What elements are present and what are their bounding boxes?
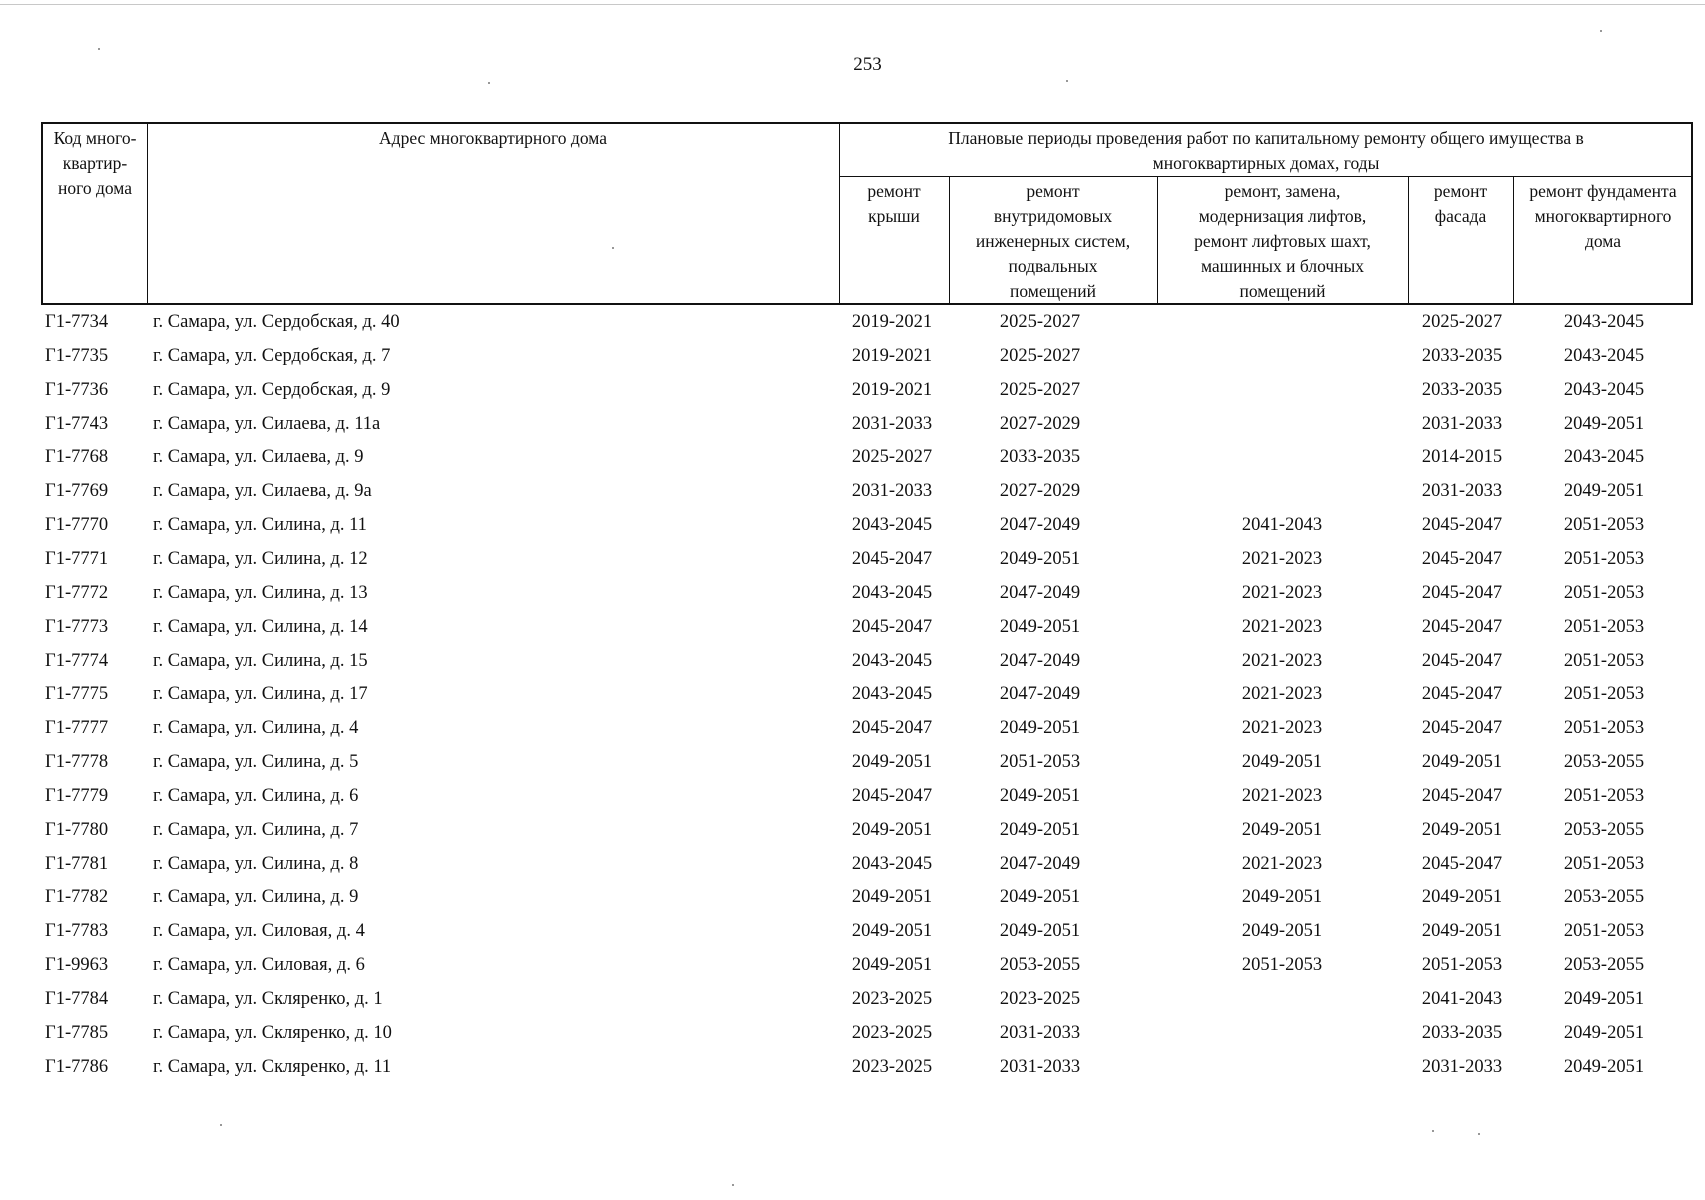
cell-facade: 2049-2051	[1421, 921, 1503, 942]
header-lifts: ремонт, замена, модернизация лифтов, ремонт лифтовых шахт, машинных и блочных помещений	[1194, 181, 1371, 301]
cell-facade: 2041-2043	[1421, 989, 1503, 1009]
table-row	[41, 610, 1693, 644]
cell-roof: 2043-2045	[851, 650, 933, 671]
cell-systems: 2031-2033	[999, 1056, 1081, 1077]
header-code: Код много- квартир- ного дома	[53, 128, 137, 198]
cell-roof: 2043-2045	[851, 515, 933, 536]
cell-address: г. Самара, ул. Силаева, д. 9а	[153, 481, 372, 502]
cell-systems: 2051-2053	[999, 752, 1081, 773]
scan-speck	[220, 1124, 222, 1126]
cell-roof: 2031-2033	[851, 481, 933, 502]
cell-systems: 2049-2051	[999, 887, 1081, 908]
cell-code: Г1-7782	[45, 887, 109, 908]
cell-systems: 2031-2033	[999, 1022, 1081, 1043]
cell-roof: 2049-2051	[851, 752, 933, 773]
cell-foundation: 2043-2045	[1563, 447, 1645, 468]
cell-facade: 2049-2051	[1421, 887, 1503, 908]
cell-roof: 2049-2051	[851, 819, 933, 840]
cell-lifts: 2021-2023	[1241, 684, 1323, 705]
cell-code: Г1-7780	[45, 819, 109, 840]
table-row	[41, 373, 1693, 407]
cell-facade: 2031-2033	[1421, 481, 1503, 502]
cell-roof: 2019-2021	[851, 345, 933, 366]
cell-address: г. Самара, ул. Силина, д. 15	[153, 650, 368, 671]
cell-facade: 2045-2047	[1421, 718, 1503, 739]
cell-roof: 2019-2021	[851, 379, 933, 400]
cell-address: г. Самара, ул. Силина, д. 6	[153, 785, 359, 806]
cell-facade: 2031-2033	[1421, 1056, 1503, 1077]
cell-roof: 2023-2025	[851, 989, 933, 1009]
cell-systems: 2047-2049	[999, 650, 1081, 671]
cell-lifts: 2049-2051	[1241, 819, 1323, 840]
cell-address: г. Самара, ул. Силина, д. 17	[153, 684, 368, 705]
cell-roof: 2045-2047	[851, 548, 933, 569]
cell-foundation: 2049-2051	[1563, 1056, 1645, 1077]
table-row	[41, 813, 1693, 847]
table-row	[41, 745, 1693, 779]
cell-code: Г1-7734	[45, 312, 109, 332]
cell-facade: 2014-2015	[1421, 447, 1503, 468]
cell-lifts: 2041-2043	[1241, 515, 1323, 536]
table-row	[41, 677, 1693, 711]
cell-lifts: 2021-2023	[1241, 853, 1323, 874]
scan-speck	[1432, 1130, 1434, 1132]
cell-systems: 2049-2051	[999, 921, 1081, 942]
cell-code: Г1-7783	[45, 921, 109, 942]
cell-systems: 2047-2049	[999, 853, 1081, 874]
cell-facade: 2031-2033	[1421, 413, 1503, 434]
table-header	[41, 122, 1693, 305]
cell-code: Г1-7769	[45, 481, 109, 502]
cell-lifts: 2021-2023	[1241, 582, 1323, 603]
cell-roof: 2049-2051	[851, 887, 933, 908]
table-row	[41, 644, 1693, 678]
cell-facade: 2045-2047	[1421, 684, 1503, 705]
cell-systems: 2049-2051	[999, 785, 1081, 806]
cell-facade: 2033-2035	[1421, 1022, 1503, 1043]
cell-systems: 2025-2027	[999, 312, 1081, 332]
cell-foundation: 2049-2051	[1563, 1022, 1645, 1043]
cell-lifts: 2021-2023	[1241, 718, 1323, 739]
cell-foundation: 2051-2053	[1563, 548, 1645, 569]
table-row	[41, 576, 1693, 610]
scan-speck	[98, 48, 100, 50]
cell-address: г. Самара, ул. Силовая, д. 4	[153, 921, 365, 942]
cell-code: Г1-7786	[45, 1056, 109, 1077]
cell-roof: 2031-2033	[851, 413, 933, 434]
cell-facade: 2045-2047	[1421, 853, 1503, 874]
cell-lifts: 2049-2051	[1241, 752, 1323, 773]
cell-code: Г1-7773	[45, 616, 109, 637]
cell-systems: 2027-2029	[999, 413, 1081, 434]
cell-address: г. Самара, ул. Сердобская, д. 7	[153, 345, 391, 366]
cell-address: г. Самара, ул. Скляренко, д. 1	[153, 989, 383, 1009]
cell-code: Г1-7785	[45, 1022, 109, 1043]
cell-code: Г1-7781	[45, 853, 109, 874]
cell-foundation: 2051-2053	[1563, 718, 1645, 739]
cell-foundation: 2053-2055	[1563, 955, 1645, 976]
table-row	[41, 847, 1693, 881]
cell-address: г. Самара, ул. Силина, д. 4	[153, 718, 359, 739]
cell-foundation: 2051-2053	[1563, 921, 1645, 942]
cell-lifts: 2049-2051	[1241, 921, 1323, 942]
cell-foundation: 2053-2055	[1563, 887, 1645, 908]
cell-foundation: 2049-2051	[1563, 481, 1645, 502]
scan-speck	[1478, 1133, 1480, 1135]
cell-facade: 2033-2035	[1421, 345, 1503, 366]
cell-roof: 2019-2021	[851, 312, 933, 332]
cell-code: Г1-7771	[45, 548, 109, 569]
cell-address: г. Самара, ул. Силина, д. 5	[153, 752, 359, 773]
cell-systems: 2049-2051	[999, 548, 1081, 569]
table-row	[41, 914, 1693, 948]
cell-facade: 2045-2047	[1421, 548, 1503, 569]
cell-systems: 2053-2055	[999, 955, 1081, 976]
scan-speck	[1066, 80, 1068, 82]
cell-foundation: 2051-2053	[1563, 582, 1645, 603]
cell-roof: 2023-2025	[851, 1056, 933, 1077]
scan-speck	[732, 1184, 734, 1186]
cell-code: Г1-7778	[45, 752, 109, 773]
header-roof: ремонт крыши	[867, 181, 921, 226]
table-row	[41, 779, 1693, 813]
cell-lifts: 2021-2023	[1241, 650, 1323, 671]
cell-systems: 2025-2027	[999, 345, 1081, 366]
header-foundation: ремонт фундамента многоквартирного дома	[1529, 181, 1677, 251]
cell-systems: 2025-2027	[999, 379, 1081, 400]
cell-code: Г1-7736	[45, 379, 109, 400]
cell-roof: 2045-2047	[851, 718, 933, 739]
cell-lifts: 2021-2023	[1241, 616, 1323, 637]
cell-code: Г1-7768	[45, 447, 109, 468]
scan-speck	[488, 82, 490, 84]
cell-foundation: 2051-2053	[1563, 785, 1645, 806]
cell-code: Г1-7735	[45, 345, 109, 366]
cell-address: г. Самара, ул. Силина, д. 11	[153, 515, 367, 536]
cell-foundation: 2049-2051	[1563, 989, 1645, 1009]
cell-foundation: 2053-2055	[1563, 752, 1645, 773]
cell-address: г. Самара, ул. Силина, д. 12	[153, 548, 368, 569]
cell-systems: 2047-2049	[999, 582, 1081, 603]
cell-systems: 2049-2051	[999, 819, 1081, 840]
cell-facade: 2045-2047	[1421, 650, 1503, 671]
table-row	[41, 1016, 1693, 1050]
cell-facade: 2045-2047	[1421, 515, 1503, 536]
cell-roof: 2025-2027	[851, 447, 933, 468]
cell-lifts: 2049-2051	[1241, 887, 1323, 908]
cell-foundation: 2051-2053	[1563, 616, 1645, 637]
cell-roof: 2049-2051	[851, 921, 933, 942]
cell-foundation: 2043-2045	[1563, 345, 1645, 366]
cell-systems: 2049-2051	[999, 718, 1081, 739]
cell-facade: 2033-2035	[1421, 379, 1503, 400]
cell-roof: 2043-2045	[851, 853, 933, 874]
group-divider	[839, 176, 1691, 177]
cell-foundation: 2051-2053	[1563, 515, 1645, 536]
cell-facade: 2045-2047	[1421, 582, 1503, 603]
header-systems: ремонт внутридомовых инженерных систем, подвальных помещений	[975, 181, 1131, 301]
table-row	[41, 339, 1693, 373]
cell-address: г. Самара, ул. Сердобская, д. 40	[153, 312, 400, 332]
cell-lifts: 2021-2023	[1241, 785, 1323, 806]
scan-speck	[612, 247, 614, 249]
table-row	[41, 542, 1693, 576]
cell-systems: 2047-2049	[999, 684, 1081, 705]
cell-systems: 2033-2035	[999, 447, 1081, 468]
cell-address: г. Самара, ул. Скляренко, д. 10	[153, 1022, 392, 1043]
cell-foundation: 2051-2053	[1563, 650, 1645, 671]
cell-code: Г1-9963	[45, 955, 109, 976]
cell-address: г. Самара, ул. Силина, д. 8	[153, 853, 359, 874]
cell-address: г. Самара, ул. Силина, д. 7	[153, 819, 359, 840]
cell-code: Г1-7777	[45, 718, 109, 739]
cell-facade: 2051-2053	[1421, 955, 1503, 976]
table-row	[41, 474, 1693, 508]
cell-code: Г1-7772	[45, 582, 109, 603]
cell-code: Г1-7770	[45, 515, 109, 536]
table-row	[41, 305, 1693, 339]
cell-address: г. Самара, ул. Сердобская, д. 9	[153, 379, 391, 400]
cell-roof: 2045-2047	[851, 785, 933, 806]
table-row	[41, 407, 1693, 441]
cell-code: Г1-7743	[45, 413, 109, 434]
cell-facade: 2049-2051	[1421, 752, 1503, 773]
table-row	[41, 948, 1693, 982]
scan-top-rule	[0, 4, 1705, 5]
cell-systems: 2049-2051	[999, 616, 1081, 637]
cell-facade: 2025-2027	[1421, 312, 1503, 332]
table-row	[41, 440, 1693, 474]
cell-foundation: 2043-2045	[1563, 312, 1645, 332]
cell-foundation: 2051-2053	[1563, 853, 1645, 874]
cell-address: г. Самара, ул. Силина, д. 14	[153, 616, 368, 637]
cell-address: г. Самара, ул. Силина, д. 13	[153, 582, 368, 603]
header-periods-group: Плановые периоды проведения работ по капитальному ремонту общего имущества в многоквартирных домах, годы	[948, 128, 1584, 173]
cell-systems: 2047-2049	[999, 515, 1081, 536]
cell-address: г. Самара, ул. Силина, д. 9	[153, 887, 359, 908]
cell-roof: 2045-2047	[851, 616, 933, 637]
cell-code: Г1-7779	[45, 785, 109, 806]
cell-code: Г1-7774	[45, 650, 109, 671]
cell-facade: 2045-2047	[1421, 785, 1503, 806]
table-row	[41, 508, 1693, 542]
cell-address: г. Самара, ул. Силаева, д. 11а	[153, 413, 381, 434]
cell-code: Г1-7775	[45, 684, 109, 705]
cell-address: г. Самара, ул. Скляренко, д. 11	[153, 1056, 392, 1077]
scan-speck	[1600, 30, 1602, 32]
page-number: 253	[853, 54, 882, 75]
table-row	[41, 1050, 1693, 1084]
cell-lifts: 2021-2023	[1241, 548, 1323, 569]
cell-facade: 2045-2047	[1421, 616, 1503, 637]
cell-roof: 2043-2045	[851, 684, 933, 705]
cell-systems: 2023-2025	[999, 989, 1081, 1009]
header-address: Адрес многоквартирного дома	[379, 128, 607, 148]
cell-lifts: 2051-2053	[1241, 955, 1323, 976]
cell-roof: 2043-2045	[851, 582, 933, 603]
table-row	[41, 982, 1693, 1016]
cell-systems: 2027-2029	[999, 481, 1081, 502]
table-row	[41, 880, 1693, 914]
table-row	[41, 711, 1693, 745]
cell-address: г. Самара, ул. Силаева, д. 9	[153, 447, 364, 468]
cell-foundation: 2043-2045	[1563, 379, 1645, 400]
cell-code: Г1-7784	[45, 989, 109, 1009]
cell-roof: 2049-2051	[851, 955, 933, 976]
cell-foundation: 2053-2055	[1563, 819, 1645, 840]
cell-address: г. Самара, ул. Силовая, д. 6	[153, 955, 365, 976]
cell-foundation: 2049-2051	[1563, 413, 1645, 434]
cell-foundation: 2051-2053	[1563, 684, 1645, 705]
cell-facade: 2049-2051	[1421, 819, 1503, 840]
cell-roof: 2023-2025	[851, 1022, 933, 1043]
header-facade: ремонт фасада	[1433, 181, 1488, 226]
